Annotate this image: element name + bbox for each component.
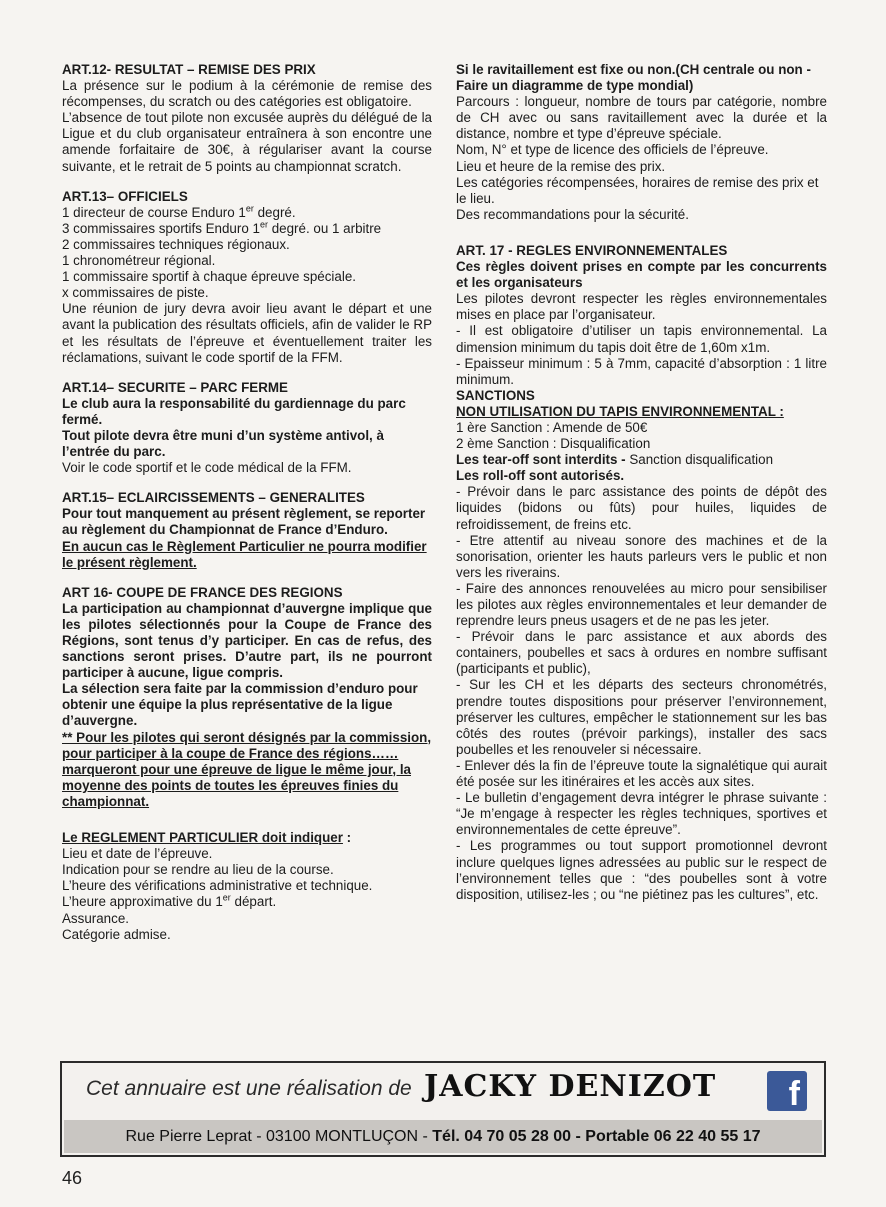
facebook-icon: f [767, 1071, 807, 1111]
officials-line-3: 2 commissaires techniques régionaux. [62, 236, 290, 252]
article-12-paragraph-1: La présence sur le podium à la cérémonie de remise des récompenses, du scratch ou des catégories est obligatoire. [62, 78, 432, 110]
article-15-bold: Pour tout manquement au présent règlement, se reporter au règlement du Championnat de France d’Enduro. [62, 506, 426, 538]
directive-2: - Etre attentif au niveau sonore des machines et de la sonorisation, orienter les hauts parleurs vers le public et non vers les riverains. [456, 532, 827, 580]
rp-line-6: Catégorie admise. [62, 926, 171, 942]
publisher-tagline: Cet annuaire est une réalisation de [86, 1077, 412, 1100]
security-line: Des recommandations pour la sécurité. [456, 206, 689, 222]
sanction-2: 2 ème Sanction : Disqualification [456, 436, 651, 452]
publisher-banner-top [62, 1063, 824, 1115]
officials-licence-line: Nom, N° et type de licence des officiels de l’épreuve. [456, 142, 769, 158]
article-16-bold-2: La sélection sera faite par la commission d’enduro pour obtenir une équipe la plus représentative de la ligue d’auvergne. [62, 681, 418, 729]
officials-line-2: 3 commissaires sportifs Enduro 1er degré. ou 1 arbitre [62, 219, 382, 236]
article-16-bold-1: La participation au championnat d’auvergne implique que les pilotes sélectionnés pour la Coupe de France des Régions, sont tenus d’y participer. En cas de refus, des sanctions seront prises. D’autre part, ils ne pourront participer à aucune, ligue compris. [62, 600, 432, 681]
article-15-title: ART.15– ECLAIRCISSEMENTS – GENERALITES [62, 490, 365, 506]
article-16-title: ART 16- COUPE DE FRANCE DES REGIONS [62, 584, 343, 600]
article-13-paragraph: Une réunion de jury devra avoir lieu avant le départ et une avant la publication des résultats officiels, afin de valider le RP et les résultats de l’épreuve et éventuellement traiter les réclamations, suivant le code sportif de la FFM. [62, 301, 432, 365]
reglement-particulier [62, 830, 432, 943]
article-16 [62, 585, 432, 810]
publisher-phones: Tél. 04 70 05 28 00 - Portable 06 22 40 55 17 [432, 1128, 761, 1145]
tear-off-line: Les tear-off sont interdits - Sanction disqualification [456, 452, 774, 468]
article-14 [62, 380, 432, 477]
rp-line-3: L’heure des vérifications administrative et technique. [62, 878, 373, 894]
directive-1: - Prévoir dans le parc assistance des points de dépôt des liquides (bidons ou fûts) pour huiles, liquides de refroidissement, de freins etc. [456, 484, 827, 532]
publisher-name: JACKY DENIZOT [424, 1069, 717, 1104]
directive-6: - Enlever dés la fin de l’épreuve toute la signalétique qui aurait été posée sur les itinéraires et les accès aux sites. [456, 757, 827, 790]
article-17-subtitle: Ces règles doivent prises en compte par les concurrents et les organisateurs [456, 259, 827, 291]
article-17-title: ART. 17 - REGLES ENVIRONNEMENTALES [456, 242, 728, 258]
directive-4: - Prévoir dans le parc assistance et aux abords des containers, poubelles et sacs à ordures en nombre suffisant (participants et public), [456, 629, 827, 677]
article-14-title: ART.14– SECURITE – PARC FERME [62, 379, 288, 395]
article-14-paragraph: Voir le code sportif et le code médical de la FFM. [62, 460, 352, 476]
categories-line: Les catégories récompensées, horaires de remise des prix et le lieu. [456, 174, 819, 206]
sanction-1: 1 ère Sanction : Amende de 50€ [456, 419, 648, 435]
article-12 [62, 62, 432, 175]
article-16-underlined: ** Pour les pilotes qui seront désignés par la commission, pour participer à la coupe de France des régions…… marqueront pour une épreuve de ligue le même jour, la moyenne des points de toutes les épreuves finies du championnat. [62, 729, 432, 809]
article-17 [456, 243, 827, 903]
article-15-underlined: En aucun cas le Règlement Particulier ne pourra modifier le présent règlement. [62, 538, 427, 570]
left-column [62, 62, 432, 957]
officials-line-6: x commissaires de piste. [62, 285, 209, 301]
article-17-paragraph-1: Les pilotes devront respecter les règles environnementales mises en place par l’organisateur. [456, 291, 827, 323]
roll-off-line: Les roll-off sont autorisés. [456, 468, 625, 484]
article-15 [62, 490, 432, 570]
rp-line-5: Assurance. [62, 910, 129, 926]
publisher-address: Rue Pierre Leprat - 03100 MONTLUÇON - [125, 1128, 433, 1145]
directive-7: - Le bulletin d’engagement devra intégrer le phrase suivante : “Je m’engage à respecter les règles techniques, sportives et environnementales de cette épreuve”. [456, 790, 827, 838]
right-column [456, 62, 827, 917]
directive-5: - Sur les CH et les départs des secteurs chronométrés, prendre toutes dispositions pour préserver l’environnement, préserver les cultures, empêcher le stationnement sur les bas côtés des routes (prévoir parkings), installer des sacs poubelles et les renouveler si nécessaire. [456, 677, 827, 757]
parcours-paragraph: Parcours : longueur, nombre de tours par catégorie, nombre de CH avec ou sans ravitaillement avec la durée et la distance, nombre et type d’épreuve spéciale. [456, 94, 827, 142]
ravitaillement-bold: Si le ravitaillement est fixe ou non.(CH centrale ou non - Faire un diagramme de type mondial) [456, 62, 811, 94]
prize-location-line: Lieu et heure de la remise des prix. [456, 158, 666, 174]
directive-3: - Faire des annonces renouvelées au micro pour sensibiliser les pilotes aux règles environnementales et leur demander de reprendre leurs pneus usagers et de ne pas les jeter. [456, 580, 827, 629]
publisher-contact-bar [64, 1120, 822, 1153]
article-14-bold-2: Tout pilote devra être muni d’un système antivol, à l’entrée du parc. [62, 427, 384, 460]
reglement-particulier-title: Le REGLEMENT PARTICULIER doit indiquer : [62, 830, 352, 846]
publisher-banner [60, 1061, 826, 1157]
article-17-paragraph-2: - Il est obligatoire d’utiliser un tapis environnemental. La dimension minimum du tapis doit être de 1,60m x1m. [456, 323, 827, 355]
sanctions-heading: SANCTIONS [456, 387, 535, 403]
reglement-particulier-continued [456, 62, 827, 223]
rp-line-1: Lieu et date de l’épreuve. [62, 846, 213, 862]
rp-line-2: Indication pour se rendre au lieu de la course. [62, 862, 334, 878]
rp-line-4: L’heure approximative du 1er départ. [62, 892, 277, 910]
article-13-title: ART.13– OFFICIELS [62, 188, 188, 204]
article-17-paragraph-3: - Epaisseur minimum : 5 à 7mm, capacité d’absorption : 1 litre minimum. [456, 355, 827, 387]
article-14-bold-1: Le club aura la responsabilité du gardiennage du parc fermé. [62, 395, 406, 427]
directive-8: - Les programmes ou tout support promotionnel devront inclure quelques lignes adressées au public sur le respect de l’environnement telles que : “des poubelles sont à votre disposition, utilisez-les ; ou “ne piétinez pas les cultures”, etc. [456, 838, 827, 902]
article-13 [62, 189, 432, 366]
officials-line-4: 1 chronométreur régional. [62, 253, 216, 269]
article-12-title: ART.12- RESULTAT – REMISE DES PRIX [62, 62, 316, 77]
article-12-paragraph-2: L’absence de tout pilote non excusée auprès du délégué de la Ligue et du club organisateur entraînera à son encontre une amende forfaitaire de 30€, à régulariser avant la course suivante, et le retrait de 5 points au championnat scratch. [62, 110, 432, 174]
officials-line-1: 1 directeur de course Enduro 1er degré. [62, 203, 296, 220]
page-number: 46 [62, 1168, 83, 1188]
non-utilisation-heading: NON UTILISATION DU TAPIS ENVIRONNEMENTAL : [456, 403, 784, 419]
officials-line-5: 1 commissaire sportif à chaque épreuve spéciale. [62, 269, 356, 285]
